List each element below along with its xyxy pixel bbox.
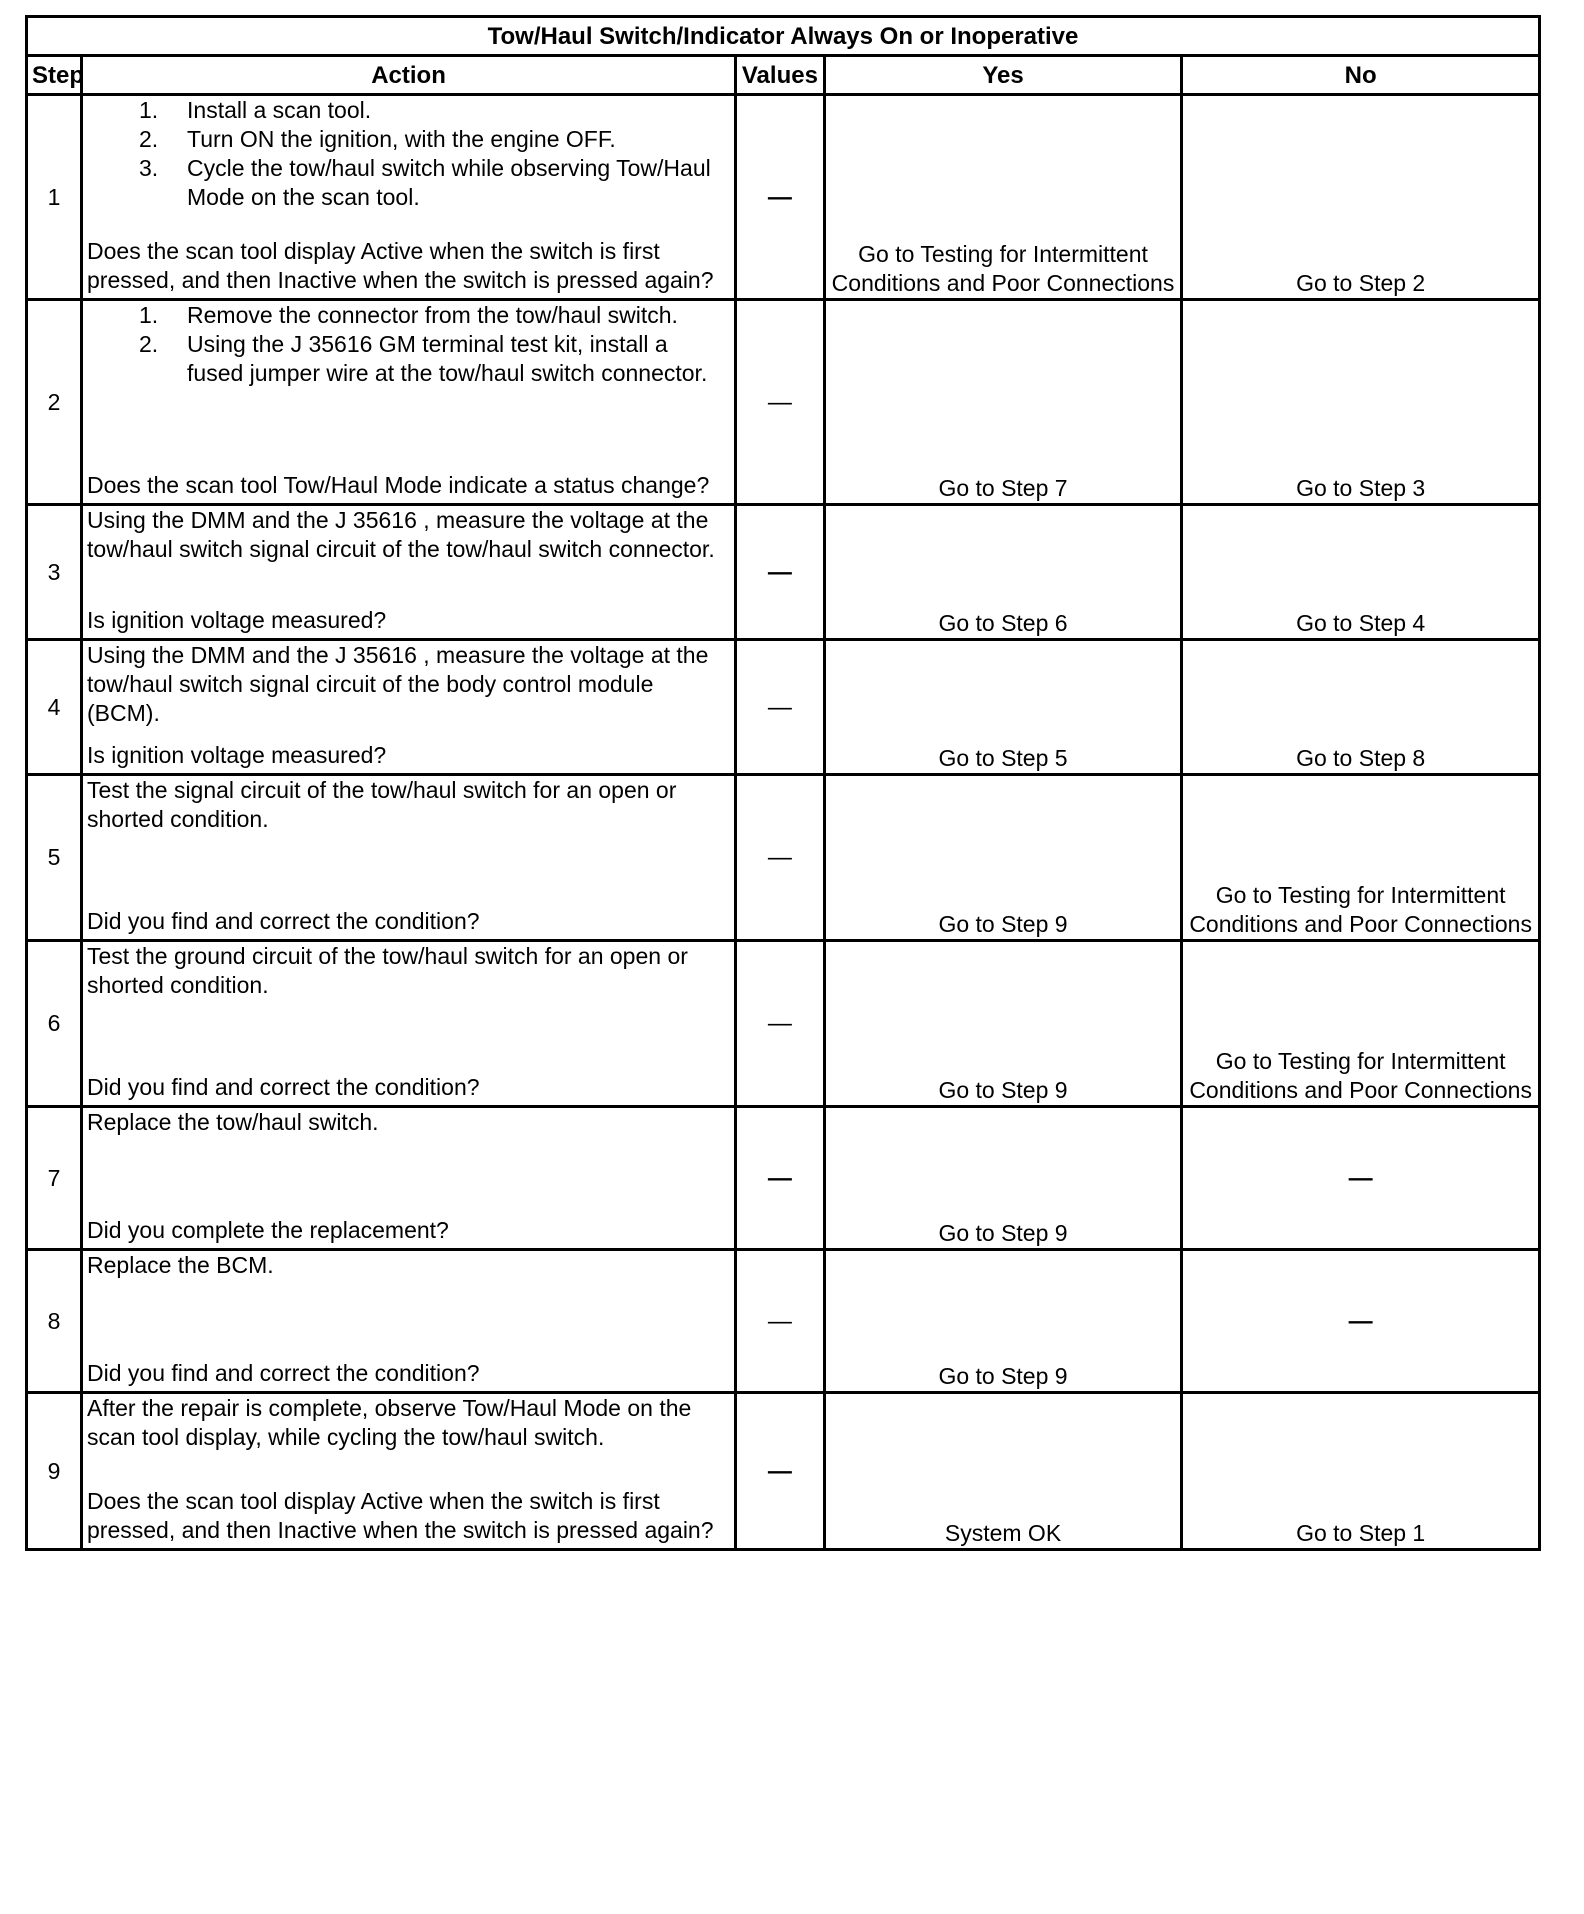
step-number: 6 <box>27 941 82 1107</box>
diagnostic-table <box>25 15 1541 1551</box>
step-number: 7 <box>27 1107 82 1250</box>
action-cell <box>82 640 736 775</box>
yes-cell: System OK <box>824 1393 1182 1550</box>
table-row <box>27 505 1540 640</box>
action-step-item <box>87 154 730 212</box>
action-question: Did you find and correct the condition? <box>87 1074 480 1100</box>
values-dash: — <box>767 844 792 871</box>
values-cell <box>736 1107 825 1250</box>
action-step-item <box>87 330 730 388</box>
table-row <box>27 1250 1540 1393</box>
action-step-number: 3. <box>139 155 159 181</box>
yes-cell: Go to Testing for Intermittent Conditions and Poor Connections <box>824 95 1182 300</box>
action-cell <box>82 775 736 941</box>
action-question: Did you find and correct the condition? <box>87 908 480 934</box>
action-step-number: 2. <box>139 331 159 357</box>
action-steps-list <box>87 96 730 212</box>
action-question: Does the scan tool Tow/Haul Mode indicate a status change? <box>87 472 710 498</box>
no-cell: Go to Step 2 <box>1182 95 1540 300</box>
yes-cell: Go to Step 9 <box>824 941 1182 1107</box>
action-cell <box>82 300 736 505</box>
table-row <box>27 775 1540 941</box>
action-step-text: Install a scan tool. <box>187 97 372 123</box>
action-cell <box>82 1107 736 1250</box>
header-values: Values <box>736 56 825 95</box>
action-step-number: 1. <box>139 302 159 328</box>
no-cell: Go to Step 1 <box>1182 1393 1540 1550</box>
values-dash: — <box>767 388 792 416</box>
no-cell: Go to Step 8 <box>1182 640 1540 775</box>
values-dash: — <box>767 693 792 721</box>
action-text: After the repair is complete, observe Tow/Haul Mode on the scan tool display, while cycling the tow/haul switch. <box>87 1395 692 1450</box>
yes-cell: Go to Step 9 <box>824 775 1182 941</box>
action-text: Using the DMM and the J 35616 , measure the voltage at the tow/haul switch signal circuit of the tow/haul switch connector. <box>87 507 715 562</box>
table-row <box>27 300 1540 505</box>
step-number: 4 <box>27 640 82 775</box>
values-dash: — <box>767 183 792 211</box>
step-number: 1 <box>27 95 82 300</box>
values-cell <box>736 640 825 775</box>
values-cell <box>736 505 825 640</box>
action-cell <box>82 941 736 1107</box>
no-cell: Go to Testing for Intermittent Conditions and Poor Connections <box>1182 941 1540 1107</box>
action-cell <box>82 1250 736 1393</box>
header-step: Step <box>27 56 82 95</box>
action-question: Is ignition voltage measured? <box>87 607 387 633</box>
values-cell <box>736 775 825 941</box>
values-cell <box>736 941 825 1107</box>
values-dash: — <box>767 1010 792 1037</box>
yes-cell: Go to Step 6 <box>824 505 1182 640</box>
action-step-item <box>87 301 730 330</box>
action-text: Replace the tow/haul switch. <box>87 1109 379 1135</box>
action-step-text: Using the J 35616 GM terminal test kit, install a fused jumper wire at the tow/haul switch connector. <box>187 331 708 386</box>
header-no: No <box>1182 56 1540 95</box>
yes-cell: Go to Step 9 <box>824 1250 1182 1393</box>
no-cell <box>1182 1250 1540 1393</box>
action-text: Using the DMM and the J 35616 , measure the voltage at the tow/haul switch signal circuit of the body control module (BCM). <box>87 642 709 726</box>
action-cell <box>82 1393 736 1550</box>
header-row <box>27 56 1540 95</box>
no-dash: — <box>1348 1164 1373 1192</box>
no-cell: Go to Step 4 <box>1182 505 1540 640</box>
action-question: Is ignition voltage measured? <box>87 742 387 768</box>
table-row <box>27 1393 1540 1550</box>
action-step-number: 1. <box>139 97 159 123</box>
values-dash: — <box>767 1164 792 1192</box>
action-steps-list <box>87 301 730 388</box>
action-cell <box>82 505 736 640</box>
action-question: Does the scan tool display Active when the switch is first pressed, and then Inactive when the switch is pressed again? <box>87 238 714 293</box>
no-cell: Go to Testing for Intermittent Conditions and Poor Connections <box>1182 775 1540 941</box>
no-cell <box>1182 1107 1540 1250</box>
no-dash: — <box>1348 1307 1373 1335</box>
action-step-item <box>87 96 730 125</box>
action-step-text: Cycle the tow/haul switch while observing Tow/Haul Mode on the scan tool. <box>187 155 711 210</box>
table-row <box>27 941 1540 1107</box>
yes-cell: Go to Step 5 <box>824 640 1182 775</box>
values-cell <box>736 1250 825 1393</box>
table-body <box>27 95 1540 1550</box>
values-cell <box>736 95 825 300</box>
values-cell <box>736 300 825 505</box>
step-number: 9 <box>27 1393 82 1550</box>
action-question: Does the scan tool display Active when the switch is first pressed, and then Inactive when the switch is pressed again? <box>87 1488 714 1543</box>
action-text: Test the ground circuit of the tow/haul switch for an open or shorted condition. <box>87 943 688 998</box>
action-step-text: Remove the connector from the tow/haul switch. <box>187 302 678 328</box>
step-number: 8 <box>27 1250 82 1393</box>
values-dash: — <box>767 1457 792 1485</box>
step-number: 2 <box>27 300 82 505</box>
action-text: Replace the BCM. <box>87 1252 274 1278</box>
no-cell: Go to Step 3 <box>1182 300 1540 505</box>
table-row <box>27 95 1540 300</box>
table-row <box>27 1107 1540 1250</box>
yes-cell: Go to Step 7 <box>824 300 1182 505</box>
values-cell <box>736 1393 825 1550</box>
header-yes: Yes <box>824 56 1182 95</box>
table-row <box>27 640 1540 775</box>
yes-cell: Go to Step 9 <box>824 1107 1182 1250</box>
action-question: Did you find and correct the condition? <box>87 1360 480 1386</box>
action-step-text: Turn ON the ignition, with the engine OFF. <box>187 126 616 152</box>
step-number: 5 <box>27 775 82 941</box>
action-cell <box>82 95 736 300</box>
values-dash: — <box>767 558 792 586</box>
action-text: Test the signal circuit of the tow/haul switch for an open or shorted condition. <box>87 777 677 832</box>
step-number: 3 <box>27 505 82 640</box>
action-step-number: 2. <box>139 126 159 152</box>
header-action: Action <box>82 56 736 95</box>
action-question: Did you complete the replacement? <box>87 1217 449 1243</box>
action-step-item <box>87 125 730 154</box>
table-title: Tow/Haul Switch/Indicator Always On or Inoperative <box>27 17 1540 56</box>
values-dash: — <box>767 1307 792 1335</box>
